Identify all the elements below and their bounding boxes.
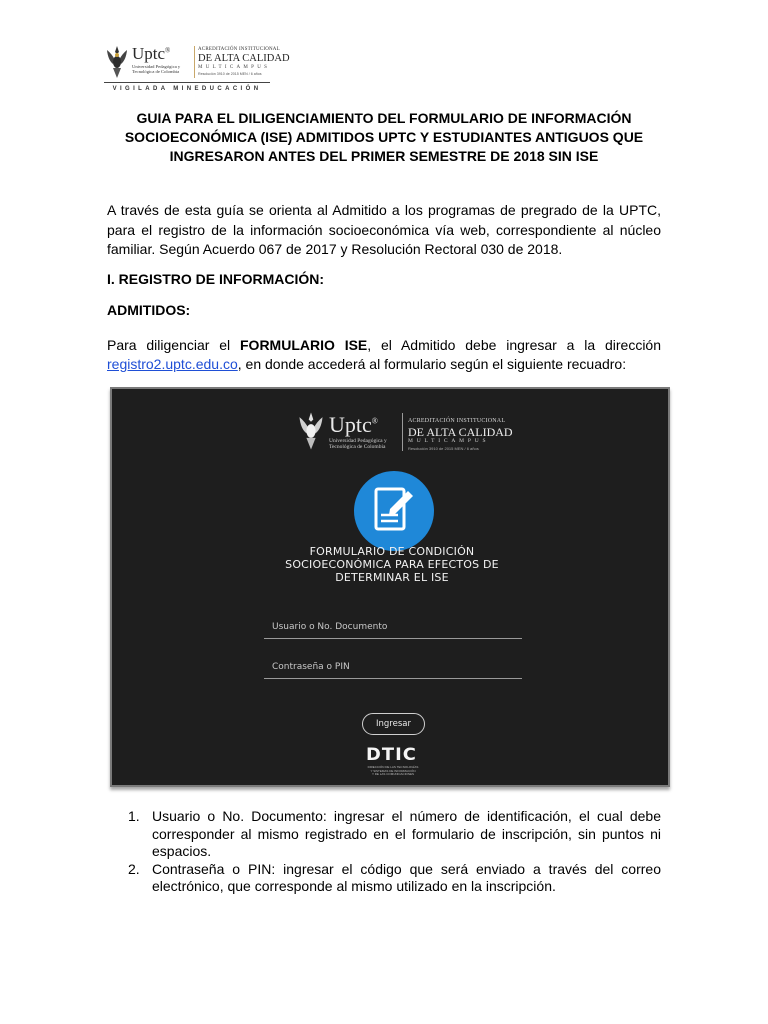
password-input[interactable]: Contraseña o PIN <box>264 655 522 679</box>
header-logo-name: Uptc® <box>132 44 171 63</box>
login-screenshot <box>110 387 670 787</box>
login-resolution: Resolución 3910 de 2015 MEN / 6 años <box>408 446 479 451</box>
list-item-text: Contraseña o PIN: ingresar el código que será enviado a través del correo electrónico, que corresponde al mismo utilizado en la inscripción. <box>152 860 661 894</box>
section-heading: I. REGISTRO DE INFORMACIÓN: <box>107 271 324 287</box>
header-vigilada: VIGILADA MINEDUCACIÓN <box>112 86 262 92</box>
header-university-name: Universidad Pedagógica y Tecnológica de Colombia <box>132 64 181 74</box>
dtic-logo: DTIC <box>366 745 417 765</box>
header-resolution: Resolución 3910 de 2015 MEN / 6 años <box>198 72 262 76</box>
login-multicampus: MULTICAMPUS <box>408 438 490 444</box>
steps-list <box>128 808 661 896</box>
login-logo-name: Uptc® <box>329 412 378 437</box>
dtic-logo-subtitle: DIRECCIÓN DE LAS TECNOLOGÍAS Y SISTEMAS DE INFORMACIÓN Y DE LAS COMUNICACIONES <box>367 765 419 777</box>
login-submit-button[interactable]: Ingresar <box>362 713 425 735</box>
login-accreditation: ACREDITACIÓN INSTITUCIONAL <box>408 418 506 424</box>
login-accreditation-main: DE ALTA CALIDAD <box>408 425 513 439</box>
form-edit-icon <box>372 485 416 537</box>
uptc-crest-icon <box>296 410 326 452</box>
list-item-number: 1. <box>128 808 140 824</box>
subsection-heading: ADMITIDOS: <box>107 302 191 318</box>
header-divider <box>194 46 195 78</box>
login-form-title: FORMULARIO DE CONDICIÓN SOCIOECONÓMICA PARA EFECTOS DE DETERMINAR EL ISE <box>285 545 499 584</box>
document-header <box>104 40 290 96</box>
uptc-crest-icon <box>104 44 130 80</box>
list-item <box>128 808 661 861</box>
header-accreditation-main: DE ALTA CALIDAD <box>198 53 290 64</box>
list-item <box>128 861 661 896</box>
form-icon-circle <box>354 471 434 551</box>
list-item-number: 2. <box>128 860 140 877</box>
list-item-text: Usuario o No. Documento: ingresar el número de identificación, el cual debe corresponder al mismo registrado en el formulario de inscripción, sin puntos ni espacios. <box>152 808 661 859</box>
instructions-paragraph: Para diligenciar el FORMULARIO ISE, el Admitido debe ingresar a la dirección registro2.uptc.edu.co, en donde accederá al formulario según el siguiente recuadro: <box>107 337 661 372</box>
form-name: FORMULARIO ISE <box>240 337 368 353</box>
header-multicampus: MULTICAMPUS <box>198 65 271 70</box>
username-input[interactable]: Usuario o No. Documento <box>264 615 522 639</box>
login-university-name: Universidad Pedagógica y Tecnológica de Colombia <box>329 438 387 450</box>
login-logo-divider <box>402 413 403 451</box>
header-accreditation: ACREDITACIÓN INSTITUCIONAL <box>198 47 280 52</box>
intro-paragraph: A través de esta guía se orienta al Admitido a los programas de pregrado de la UPTC, para el registro de la información socioeconómica vía web, correspondiente al núcleo familiar. Según Acuerdo 067 de 2017 y Resolución Rectoral 030 de 2018. <box>107 202 661 257</box>
document-title: GUIA PARA EL DILIGENCIAMIENTO DEL FORMULARIO DE INFORMACIÓN SOCIOECONÓMICA (ISE) ADMITIDOS UPTC Y ESTUDIANTES ANTIGUOS QUE INGRESARON ANTES DEL PRIMER SEMESTRE DE 2018 SIN ISE <box>124 110 644 164</box>
header-rule <box>104 82 270 83</box>
registro-link[interactable]: registro2.uptc.edu.co <box>107 356 238 372</box>
